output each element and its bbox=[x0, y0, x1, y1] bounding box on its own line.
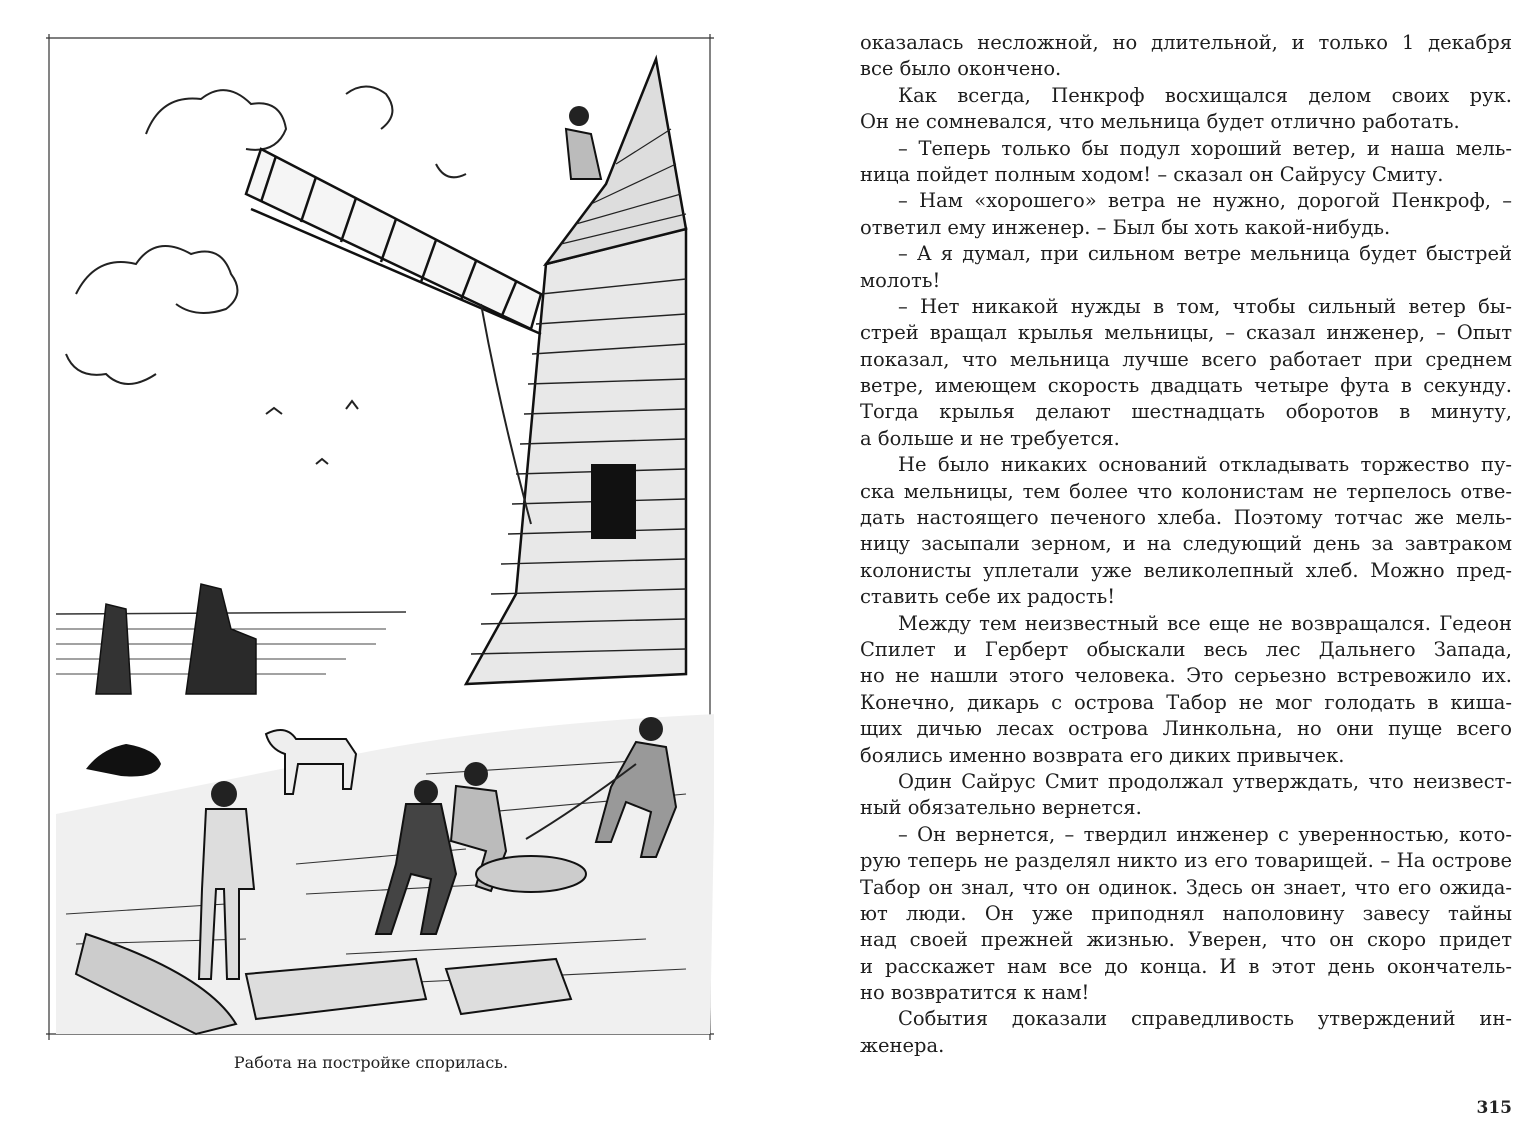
text-line: Как всегда, Пенкроф восхищался делом своих рук. bbox=[898, 83, 1512, 107]
text-line: дать настоящего печеного хлеба. Поэтому тотчас же мель- bbox=[860, 506, 1512, 530]
text-line: но не нашли этого человека. Это серьезно встревожило их. bbox=[860, 664, 1512, 688]
text-line: ветре, имеющем скорость двадцать четыре фута в секунду. bbox=[860, 374, 1512, 398]
text-line: Он не сомневался, что мельница будет отлично работать. bbox=[860, 110, 1460, 134]
text-line: показал, что мельница лучше всего работает при среднем bbox=[860, 347, 1512, 371]
text-line: Спилет и Герберт обыскали весь лес Дальнего Запада, bbox=[860, 637, 1512, 661]
text-line: Конечно, дикарь с острова Табор не мог голодать в киша- bbox=[860, 690, 1512, 714]
text-line: – Теперь только бы подул хороший ветер, и наша мель- bbox=[898, 136, 1512, 160]
text-line: колонисты уплетали уже великолепный хлеб. Можно пред- bbox=[860, 558, 1512, 582]
text-line: ска мельницы, тем более что колонистам не терпелось отве- bbox=[860, 479, 1512, 503]
text-line: – Нет никакой нужды в том, чтобы сильный ветер бы- bbox=[898, 294, 1512, 318]
body-text bbox=[860, 30, 1512, 1059]
text-line: ницу засыпали зерном, и на следующий день за завтраком bbox=[860, 532, 1512, 556]
text-line: женера. bbox=[860, 1033, 945, 1057]
text-line: а больше и не требуется. bbox=[860, 426, 1120, 450]
text-line: – Нам «хорошего» ветра не нужно, дорогой Пенкроф, – bbox=[898, 189, 1512, 213]
text-line: Один Сайрус Смит продолжал утверждать, что неизвест- bbox=[898, 769, 1512, 793]
text-line: Тогда крылья делают шестнадцать оборотов в минуту, bbox=[860, 400, 1512, 424]
left-page bbox=[0, 0, 740, 1132]
text-line: боялись именно возврата его диких привычек. bbox=[860, 743, 1345, 767]
text-line: ответил ему инженер. – Был бы хоть какой-нибудь. bbox=[860, 215, 1391, 239]
text-line: – А я думал, при сильном ветре мельница будет быстрей bbox=[898, 242, 1512, 266]
text-line: стрей вращал крылья мельницы, – сказал инженер, – Опыт bbox=[860, 321, 1512, 345]
text-line: Между тем неизвестный все еще не возвращался. Гедеон bbox=[898, 611, 1512, 635]
text-line: ставить себе их радость! bbox=[860, 585, 1116, 609]
text-line: над своей прежней жизнью. Уверен, что он скоро придет bbox=[860, 928, 1512, 952]
text-line: – Он вернется, – твердил инженер с уверенностью, кото- bbox=[898, 822, 1512, 846]
text-line: оказалась несложной, но длительной, и только 1 декабря bbox=[860, 31, 1512, 54]
text-line: рую теперь не разделял никто из его товарищей. – На острове bbox=[860, 849, 1512, 873]
text-line: но возвратится к нам! bbox=[860, 981, 1090, 1005]
text-line: Табор он знал, что он одинок. Здесь он знает, что его ожида- bbox=[860, 875, 1512, 899]
windmill-illustration bbox=[46, 34, 714, 1040]
text-line: ют люди. Он уже приподнял наполовину завесу тайны bbox=[860, 901, 1512, 925]
illustration-caption: Работа на постройке спорилась. bbox=[233, 1053, 509, 1072]
text-line: ница пойдет полным ходом! – сказал он Сайрусу Смиту. bbox=[860, 162, 1444, 186]
right-page bbox=[860, 30, 1512, 1100]
page-number: 315 bbox=[1476, 1098, 1512, 1118]
text-line: События доказали справедливость утверждений ин- bbox=[898, 1007, 1512, 1031]
text-line: все было окончено. bbox=[860, 57, 1062, 81]
text-line: молоть! bbox=[860, 268, 941, 292]
text-line: щих дичью лесах острова Линкольна, но они пуще всего bbox=[860, 717, 1512, 741]
text-line: ный обязательно вернется. bbox=[860, 796, 1142, 820]
text-line: Не было никаких оснований откладывать торжество пу- bbox=[898, 453, 1512, 477]
text-line: и расскажет нам все до конца. И в этот день окончатель- bbox=[860, 954, 1512, 978]
